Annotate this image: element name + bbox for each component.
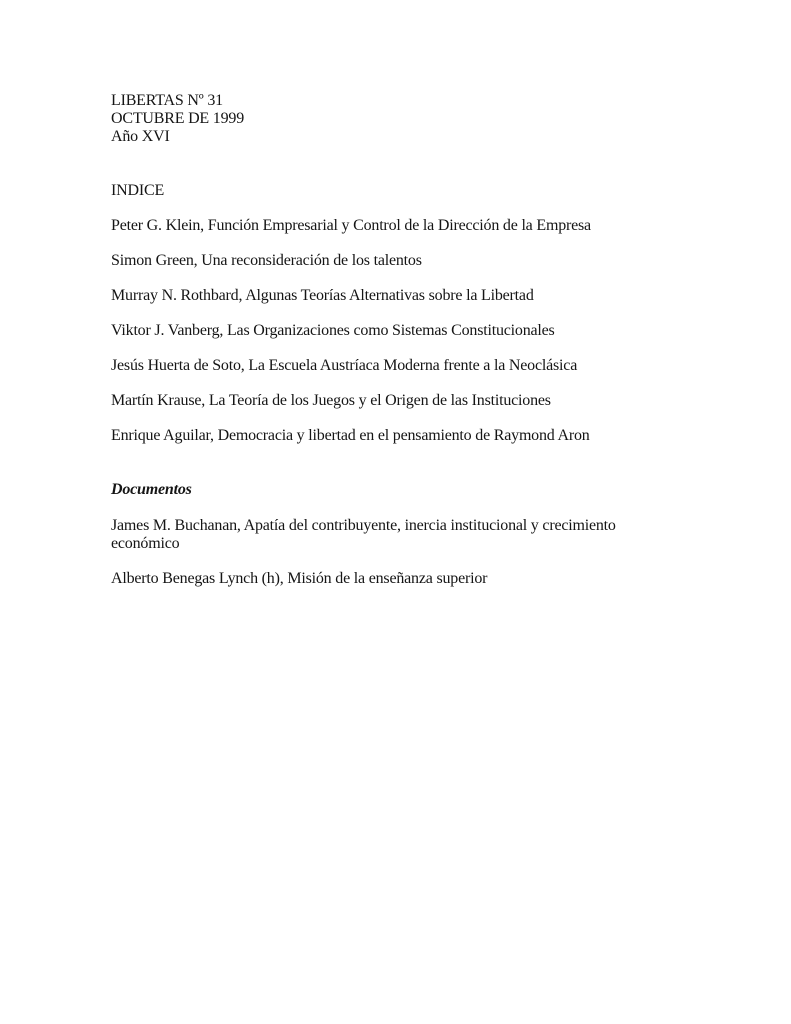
journal-date: OCTUBRE DE 1999 <box>111 110 245 127</box>
index-title: INDICE <box>111 182 165 199</box>
documents-section-title: Documentos <box>111 481 192 498</box>
article-list <box>111 217 676 445</box>
article-entry: Simon Green, Una reconsideración de los talentos <box>111 252 422 269</box>
article-entry: Murray N. Rothbard, Algunas Teorías Alternativas sobre la Libertad <box>111 287 534 304</box>
article-entry: Enrique Aguilar, Democracia y libertad en el pensamiento de Raymond Aron <box>111 427 590 444</box>
document-entry: James M. Buchanan, Apatía del contribuyente, inercia institucional y crecimiento económico <box>111 517 616 552</box>
article-entry: Viktor J. Vanberg, Las Organizaciones como Sistemas Constitucionales <box>111 322 555 339</box>
page-content <box>111 92 676 605</box>
document-entry: Alberto Benegas Lynch (h), Misión de la enseñanza superior <box>111 570 488 587</box>
masthead <box>111 92 676 146</box>
article-entry: Peter G. Klein, Función Empresarial y Control de la Dirección de la Empresa <box>111 217 591 234</box>
journal-year: Año XVI <box>111 128 170 145</box>
article-entry: Jesús Huerta de Soto, La Escuela Austríaca Moderna frente a la Neoclásica <box>111 357 578 374</box>
article-entry: Martín Krause, La Teoría de los Juegos y el Origen de las Instituciones <box>111 392 551 409</box>
journal-title: LIBERTAS Nº 31 <box>111 92 223 109</box>
documents-list <box>111 517 676 588</box>
